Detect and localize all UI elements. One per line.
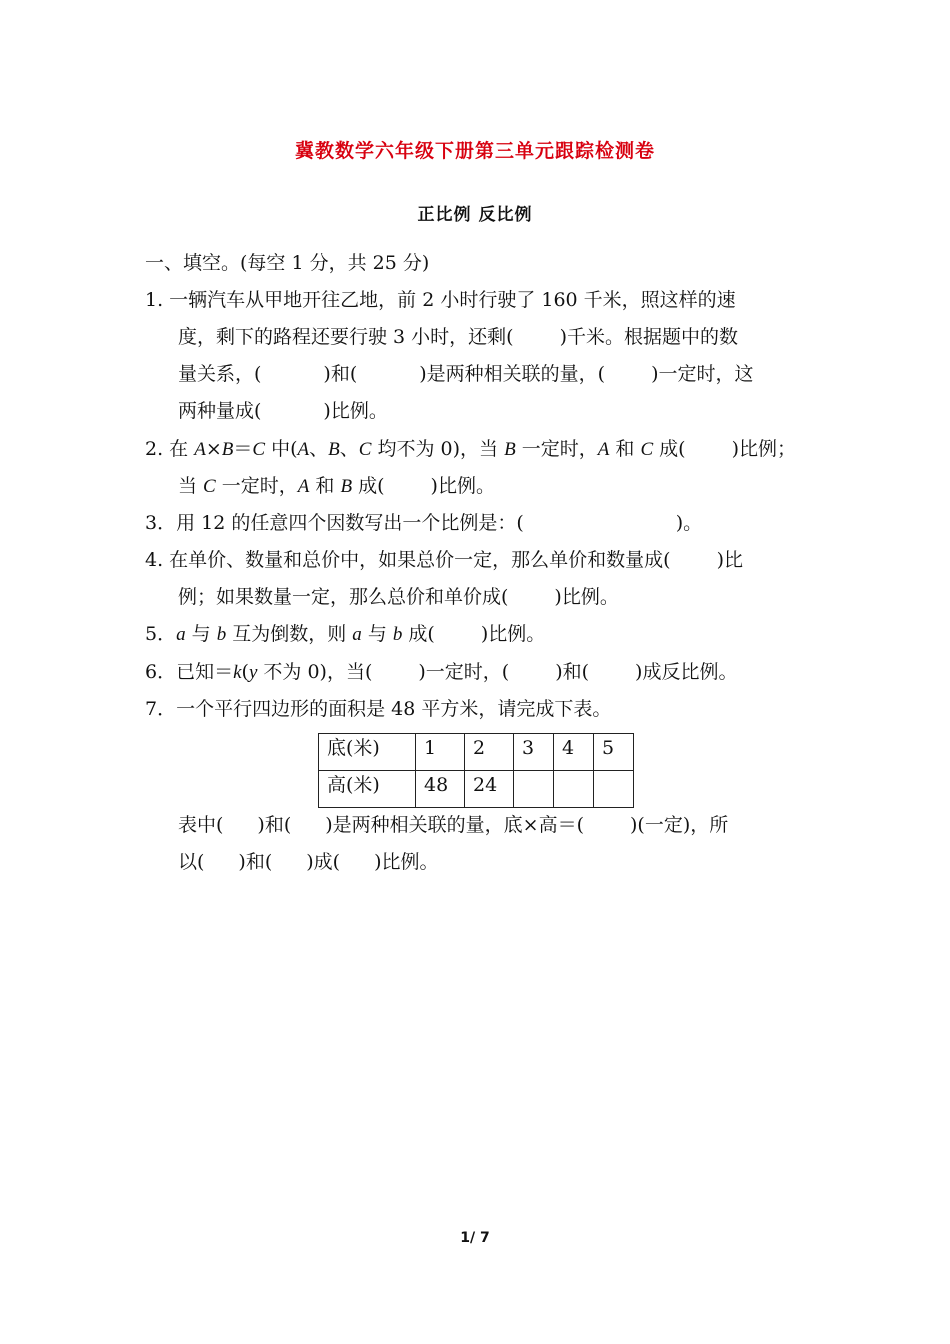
q1-text: )一定时，这 bbox=[651, 363, 754, 385]
q5-text: 成( bbox=[402, 623, 435, 645]
var-c: C bbox=[358, 439, 372, 460]
q2-text: 一定时， bbox=[515, 438, 598, 460]
table-cell: 4 bbox=[554, 734, 594, 771]
q5-line bbox=[145, 622, 545, 647]
q1-line-3 bbox=[178, 362, 754, 386]
q7-line-3 bbox=[178, 850, 439, 874]
q1-line-4 bbox=[178, 399, 388, 423]
q6-text: 6．已知＝ bbox=[145, 661, 234, 683]
q6-text: )和( bbox=[555, 661, 590, 683]
q1-text: )比例。 bbox=[323, 400, 388, 422]
q4-text: )比例。 bbox=[554, 586, 619, 608]
var-b: B bbox=[221, 439, 234, 460]
q1-text: 1. 一辆汽车从甲地开往乙地，前 2 小时行驶了 160 千米，照这样的速 bbox=[145, 289, 736, 311]
q5-text: 5． bbox=[145, 623, 177, 645]
var-c: C bbox=[640, 439, 654, 460]
q5-text: 与 bbox=[185, 623, 217, 645]
q5-text: )比例。 bbox=[480, 623, 546, 645]
q1-text: 两种量成( bbox=[178, 400, 262, 422]
section-heading: 一、填空。(每空 1 分，共 25 分) bbox=[145, 252, 430, 274]
table-cell: 3 bbox=[514, 734, 554, 771]
table-row bbox=[319, 771, 634, 808]
worksheet-title: 冀教数学六年级下册第三单元跟踪检测卷 bbox=[294, 140, 655, 162]
table-cell: 高(米) bbox=[319, 771, 416, 808]
q5-text: 互为倒数，则 bbox=[226, 623, 353, 645]
times-sign: × bbox=[205, 438, 222, 460]
var-b: B bbox=[340, 476, 353, 497]
var-b-lower: b bbox=[392, 624, 403, 645]
table-cell: 1 bbox=[416, 734, 465, 771]
base-height-table bbox=[318, 733, 634, 808]
table-cell: 24 bbox=[465, 771, 514, 808]
table-cell: 48 bbox=[416, 771, 465, 808]
var-a-lower: a bbox=[176, 624, 186, 645]
table-answer-cell[interactable] bbox=[514, 771, 554, 808]
var-a: A bbox=[297, 439, 310, 460]
q2-text: 成( bbox=[653, 438, 686, 460]
var-c: C bbox=[203, 476, 216, 497]
var-b: B bbox=[504, 439, 516, 460]
q3-line bbox=[145, 511, 702, 535]
q7-text: )比例。 bbox=[374, 851, 439, 873]
q6-text: )成反比例。 bbox=[635, 661, 738, 683]
var-a: A bbox=[297, 476, 310, 497]
var-b-lower: b bbox=[216, 624, 227, 645]
q1-text: )是两种相关联的量，( bbox=[419, 363, 606, 385]
q7-text: )和( bbox=[238, 851, 273, 873]
q7-text: 7．一个平行四边形的面积是 48 平方米，请完成下表。 bbox=[145, 698, 612, 720]
table-cell: 5 bbox=[594, 734, 634, 771]
q3-text: )。 bbox=[675, 512, 703, 534]
var-a: A bbox=[597, 439, 610, 460]
separator: 、 bbox=[339, 438, 359, 460]
q1-line-2 bbox=[178, 325, 738, 349]
q2-text: 和 bbox=[609, 438, 641, 460]
q2-line-2 bbox=[178, 474, 495, 499]
var-a-lower: a bbox=[352, 624, 362, 645]
var-c: C bbox=[252, 439, 266, 460]
q7-text: )(一定)，所 bbox=[630, 814, 729, 836]
q7-text: 表中( bbox=[178, 814, 224, 836]
var-a: A bbox=[194, 439, 206, 460]
q7-text: )和( bbox=[257, 814, 292, 836]
q3-text: 3．用 12 的任意四个因数写出一个比例是：( bbox=[145, 512, 524, 534]
q7-text: )是两种相关联的量，底×高＝( bbox=[325, 814, 584, 836]
q6-line bbox=[145, 660, 737, 685]
q2-text: 2. 在 bbox=[145, 438, 195, 460]
worksheet-subtitle: 正比例 反比例 bbox=[417, 205, 533, 225]
q1-text: 量关系，( bbox=[178, 363, 262, 385]
q5-text: 与 bbox=[361, 623, 393, 645]
q4-line-1 bbox=[145, 548, 743, 572]
table-answer-cell[interactable] bbox=[554, 771, 594, 808]
q2-text: 成( bbox=[352, 475, 385, 497]
q7-line-1 bbox=[145, 697, 611, 721]
q2-text: 中( bbox=[265, 438, 298, 460]
q1-text: )和( bbox=[323, 363, 358, 385]
q2-text: )比例； bbox=[731, 438, 796, 460]
q2-text: 均不为 0)，当 bbox=[371, 438, 505, 460]
q4-line-2 bbox=[178, 585, 619, 609]
q2-text: 一定时， bbox=[215, 475, 298, 497]
table-cell: 底(米) bbox=[319, 734, 416, 771]
table-cell: 2 bbox=[465, 734, 514, 771]
var-y: y bbox=[248, 662, 258, 683]
q6-text: ( bbox=[241, 661, 249, 683]
page-number: 1/ 7 bbox=[460, 1230, 490, 1246]
q2-text: )比例。 bbox=[430, 475, 495, 497]
separator: 、 bbox=[309, 438, 329, 460]
equals-sign: ＝ bbox=[233, 438, 253, 460]
q2-text: 当 bbox=[178, 475, 204, 497]
q4-text: 4. 在单价、数量和总价中，如果总价一定，那么单价和数量成( bbox=[145, 549, 671, 571]
q7-line-2 bbox=[178, 813, 728, 837]
q2-line-1 bbox=[145, 437, 796, 462]
q1-line-1 bbox=[145, 288, 736, 312]
q6-text: )一定时，( bbox=[418, 661, 510, 683]
q4-text: )比 bbox=[716, 549, 744, 571]
q6-text: 不为 0)，当( bbox=[257, 661, 373, 683]
table-answer-cell[interactable] bbox=[594, 771, 634, 808]
q2-text: 和 bbox=[309, 475, 341, 497]
var-b: B bbox=[328, 439, 340, 460]
q1-text: 度，剩下的路程还要行驶 3 小时，还剩( bbox=[178, 326, 514, 348]
q7-text: )成( bbox=[306, 851, 341, 873]
q4-text: 例；如果数量一定，那么总价和单价成( bbox=[178, 586, 509, 608]
q1-text: )千米。根据题中的数 bbox=[559, 326, 739, 348]
var-k: k bbox=[233, 662, 242, 683]
q7-text: 以( bbox=[178, 851, 205, 873]
table-row bbox=[319, 734, 634, 771]
